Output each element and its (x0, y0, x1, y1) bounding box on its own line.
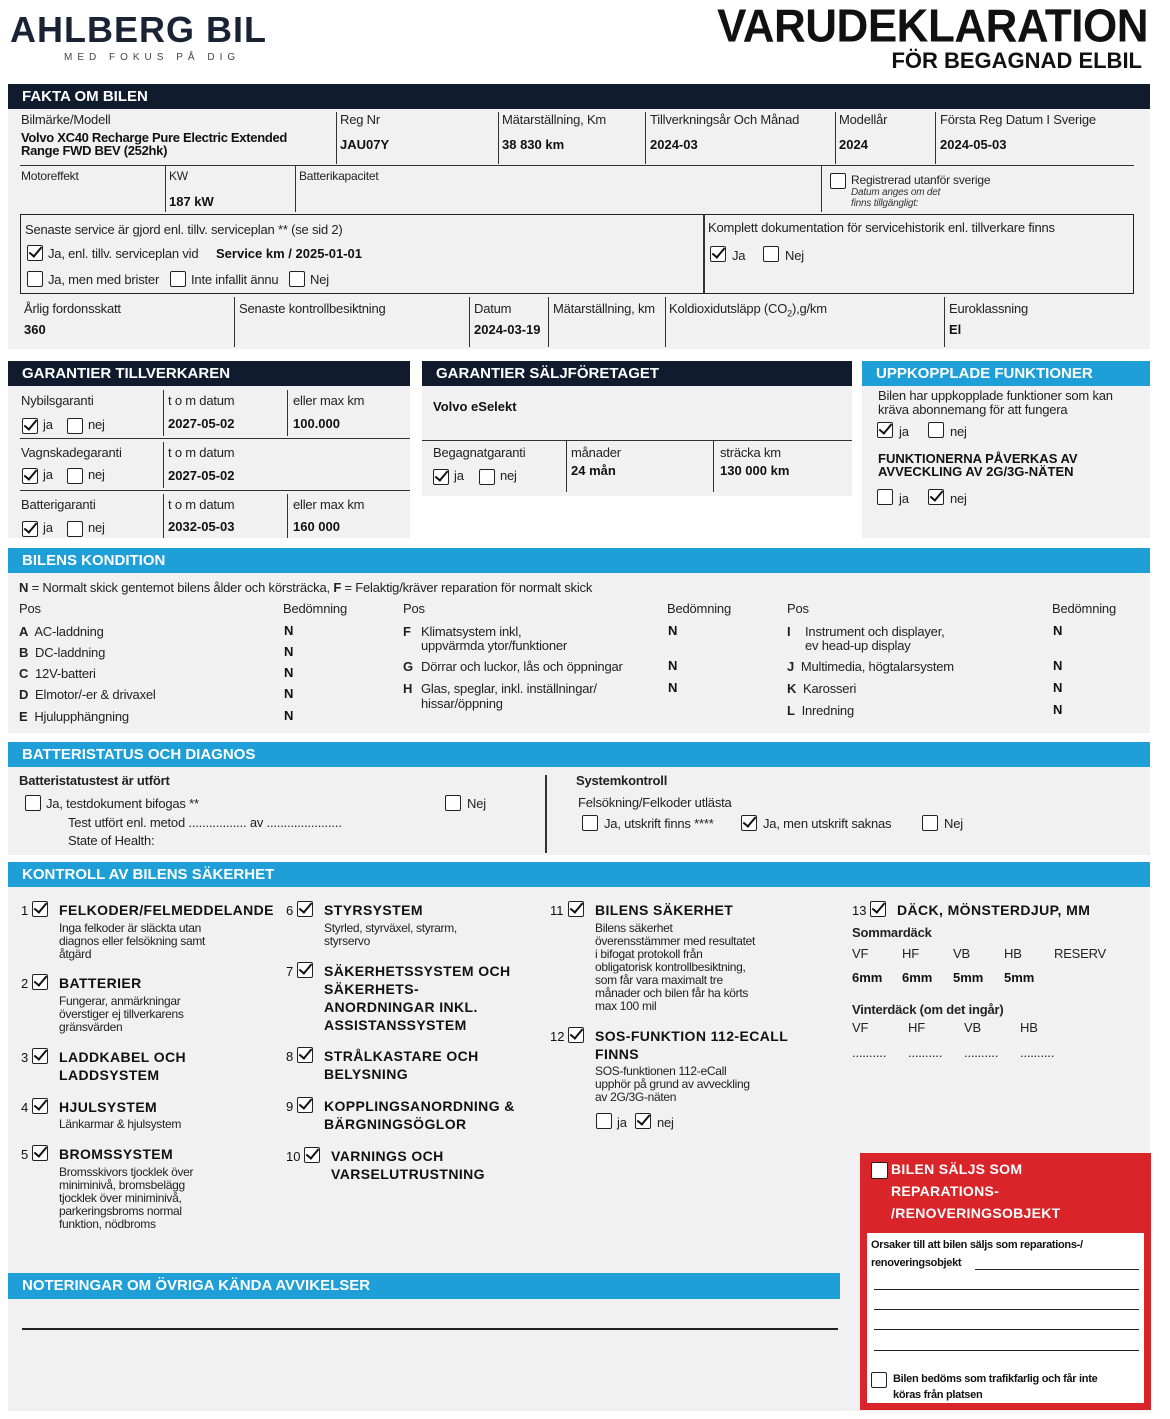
ctl-title-6: STYRSYSTEM (324, 902, 423, 918)
tax-value: 360 (24, 322, 46, 337)
ctl-title-11: BILENS SÄKERHET (595, 902, 734, 918)
cond-key: B (19, 645, 29, 660)
abroad-note-1: Datum anges om det (851, 187, 941, 198)
cond-key: J (787, 659, 795, 674)
summer-val-vb: 5mm (953, 970, 984, 985)
notes-line (22, 1328, 838, 1330)
firstreg-value: 2024-05-03 (940, 137, 1007, 152)
vagnskada-yes-label: ja (43, 467, 53, 482)
begagnat-label: Begagnatgaranti (433, 445, 526, 460)
vagnskada-label: Vagnskadegaranti (21, 445, 122, 460)
cond-val-j: N (1053, 658, 1063, 673)
reg-label: Reg Nr (340, 112, 380, 127)
test-no-checkbox[interactable] (445, 795, 461, 811)
service-no-checkbox[interactable] (289, 271, 305, 287)
upp-q1-yes-checkbox[interactable] (877, 422, 893, 438)
winter-col-hf: HF (908, 1020, 925, 1035)
ctl-checkbox-3[interactable] (32, 1048, 48, 1064)
ctl-desc-6b: styrservo (324, 934, 370, 948)
brand-logo-graphic (10, 10, 330, 50)
cond-key: H (403, 681, 413, 696)
repair-reason-1: Orsaker till att bilen säljs som reparations-/ (871, 1239, 1083, 1251)
upp-q2-no-checkbox[interactable] (928, 489, 944, 505)
cond-item-h (403, 681, 412, 696)
ctl-desc-12a: SOS-funktionen 112-eCall (595, 1064, 727, 1078)
euro-label: Euroklassning (949, 301, 1029, 316)
ctl-desc-2a: Fungerar, anmärkningar (59, 994, 181, 1008)
service-opt1: Ja, enl. tillv. serviceplan vid (48, 246, 199, 261)
ctl-title-3: LADDKABEL OCH (59, 1049, 187, 1065)
euro-value: El (949, 322, 962, 337)
cond-val-a: N (284, 623, 294, 638)
winter-label: Vinterdäck (om det ingår) (852, 1002, 1004, 1017)
ctl-desc-11c: i bifogat protokoll från (595, 947, 703, 961)
batteri-no-label: nej (88, 520, 105, 535)
cond-item-d (19, 687, 156, 702)
reg-value: JAU07Y (340, 137, 390, 152)
cond-text: Hjulupphängning (34, 709, 129, 724)
cond-text: DC-laddning (35, 645, 106, 660)
cond-item-j (787, 659, 954, 674)
brand-logo (10, 10, 330, 50)
vagnskada-yes-checkbox[interactable] (22, 468, 38, 484)
ctl-checkbox-1[interactable] (32, 901, 48, 917)
summer-val-hf: 6mm (902, 970, 933, 985)
abroad-note-2: finns tillgängligt: (851, 198, 919, 209)
batteri-km: 160 000 (293, 519, 340, 534)
test-yes-label: Ja, testdokument bifogas ** (46, 796, 199, 811)
ctl-title-7c: ANORDNINGAR INKL. (324, 999, 478, 1015)
kw-label: KW (169, 169, 188, 183)
co2-label-sub: 2 (787, 308, 792, 319)
ctl-desc-5b: miniminivå, bromsbelägg (59, 1178, 185, 1192)
cond-text: Inredning (801, 703, 854, 718)
ctl-title-8: STRÅLKASTARE OCH (324, 1048, 479, 1064)
ctl-num-6: 6 (286, 903, 294, 918)
uppkopplade-heading: UPPKOPPLADE FUNKTIONER (862, 361, 1150, 386)
sys-sub: Felsökning/Felkoder utlästa (578, 795, 732, 810)
ctl-checkbox-2[interactable] (32, 974, 48, 990)
service-flaws-checkbox[interactable] (27, 271, 43, 287)
ctl-num-1: 1 (21, 903, 29, 918)
ctl-desc-12c: av 2G/3G-näten (595, 1090, 677, 1104)
cond-item-i (787, 624, 790, 639)
ctl-title-10: VARNINGS OCH (331, 1148, 444, 1164)
ctl-desc-5d: parkeringsbroms normal (59, 1204, 182, 1218)
ctl-checkbox-8[interactable] (297, 1047, 313, 1063)
ctl-checkbox-13[interactable] (870, 901, 886, 917)
ctl-checkbox-9[interactable] (297, 1097, 313, 1113)
ctl-title-1: FELKODER/FELMEDDELANDE (59, 902, 274, 918)
batteri-date-label: t o m datum (168, 497, 235, 512)
ctl-num-5: 5 (21, 1147, 29, 1162)
ctl-title-4: HJULSYSTEM (59, 1099, 158, 1115)
cond-text: Multimedia, högtalarsystem (800, 659, 954, 674)
summer-col-hb: HB (1004, 946, 1022, 961)
legend-n: N (19, 580, 29, 595)
ctl-title-12: SOS-FUNKTION 112-ECALL (595, 1028, 789, 1044)
ctl-checkbox-6[interactable] (297, 901, 313, 917)
summer-label: Sommardäck (852, 925, 932, 940)
ctl-desc-12b: upphör på grund av avveckling (595, 1077, 750, 1091)
cond-text: AC-laddning (34, 624, 104, 639)
cond-key: C (19, 666, 29, 681)
co2-label-a: Koldioxidutsläpp (CO (669, 301, 788, 316)
abroad-label: Registrerad utanför sverige (851, 173, 991, 187)
upp-q2-yes-label: ja (899, 491, 909, 506)
abroad-checkbox[interactable] (830, 173, 846, 189)
begagnat-no-checkbox[interactable] (479, 469, 495, 485)
test-label: Batteristatustest är utfört (19, 773, 170, 788)
cond-text-f2: uppvärmda ytor/funktioner (421, 638, 568, 653)
upp-q1-no-label: nej (950, 424, 967, 439)
upp-q2: FUNKTIONERNA PÅVERKAS AV AVVECKLING AV 2G/3G-NÄTEN (878, 451, 1078, 479)
modelyear-value: 2024 (839, 137, 868, 152)
ctl-desc-1a: Inga felkoder är släckta utan (59, 921, 202, 935)
ctl-title-7: SÄKERHETSSYSTEM OCH (324, 963, 511, 979)
model-label: Bilmärke/Modell (21, 112, 111, 127)
ctl-title-5: BROMSSYSTEM (59, 1146, 174, 1162)
cond-item-b (19, 645, 105, 660)
nybil-no-label: nej (88, 417, 105, 432)
brand-name: AHLBERG BIL (10, 10, 267, 50)
ctl-title-13: DÄCK, MÖNSTERDJUP, MM (897, 902, 1091, 918)
inspection-label: Senaste kontrollbesiktning (239, 301, 386, 316)
garanti-salj-heading: GARANTIER SÄLJFÖRETAGET (422, 361, 852, 386)
upp-q1-yes-label: ja (899, 424, 909, 439)
kondition-heading: BILENS KONDITION (8, 548, 1150, 573)
begagnat-yes-label: ja (454, 468, 464, 483)
cond-val-l: N (1053, 702, 1063, 717)
ecall-yes-label: ja (617, 1115, 627, 1130)
state-of-health: State of Health: (68, 833, 155, 848)
ctl-title-7b: SÄKERHETS- (324, 981, 420, 997)
manu-value: 2024-03 (650, 137, 698, 152)
doc-label: Komplett dokumentation för servicehistorik enl. tillverkare finns (708, 220, 1055, 235)
winter-val-hf: .......... (908, 1045, 943, 1060)
mileage-label: Mätarställning, Km (502, 112, 607, 127)
notes-heading: NOTERINGAR OM ÖVRIGA KÄNDA AVVIKELSER (8, 1273, 840, 1299)
rating-header-3: Bedömning (1052, 601, 1116, 616)
ctl-desc-4a: Länkarmar & hjulsystem (59, 1117, 182, 1131)
sakerhet-heading: KONTROLL AV BILENS SÄKERHET (8, 862, 1150, 887)
rating-header-2: Bedömning (667, 601, 731, 616)
nybil-no-checkbox[interactable] (67, 418, 83, 434)
sys-opt1-checkbox[interactable] (582, 815, 598, 831)
ctl-num-8: 8 (286, 1049, 294, 1064)
doc-yes-checkbox[interactable] (710, 246, 726, 262)
test-no-label: Nej (467, 796, 486, 811)
ctl-desc-5a: Bromsskivors tjocklek över (59, 1165, 194, 1179)
summer-col-reserv: RESERV (1054, 946, 1107, 961)
ctl-checkbox-11[interactable] (568, 901, 584, 917)
cond-text-i2: ev head-up display (805, 638, 911, 653)
cond-key: E (19, 709, 28, 724)
cond-key: A (19, 624, 29, 639)
winter-val-vf: .......... (852, 1045, 887, 1060)
begagnat-no-label: nej (500, 468, 517, 483)
ctl-title-9b: BÄRGNINGSÖGLOR (324, 1116, 467, 1132)
ctl-num-10: 10 (286, 1149, 301, 1164)
sys-opt1-label: Ja, utskrift finns **** (604, 816, 714, 831)
cond-key: G (403, 659, 413, 674)
ctl-desc-2c: gränsvärden (59, 1020, 123, 1034)
cond-val-k: N (1053, 680, 1063, 695)
cond-text-h: Glas, speglar, inkl. inställningar/ (421, 681, 597, 696)
summer-col-vf: VF (852, 946, 869, 961)
motor-label: Motoreffekt (21, 169, 79, 183)
rating-header-1: Bedömning (283, 601, 347, 616)
batteri-yes-label: ja (43, 520, 53, 535)
upp-q1: Bilen har uppkopplade funktioner som kan kräva abonnemang för att fungera (878, 388, 1113, 417)
vagnskada-date-label: t o m datum (168, 445, 235, 460)
cond-text-g: Dörrar och luckor, lås och öppningar (421, 659, 623, 674)
ctl-num-13: 13 (852, 903, 867, 918)
modelyear-label: Modellår (839, 112, 888, 127)
ctl-title-3b: LADDSYSTEM (59, 1067, 160, 1083)
kondition-legend (19, 580, 592, 595)
cond-val-h: N (668, 680, 678, 695)
service-opt3: Inte infallit ännu (191, 272, 279, 287)
summer-val-vf: 6mm (852, 970, 883, 985)
months-value: 24 mån (571, 463, 616, 478)
ctl-desc-5e: funktion, nödbroms (59, 1217, 156, 1231)
batteri-no-checkbox[interactable] (67, 521, 83, 537)
ctl-desc-5c: tjocklek över miniminivå, (59, 1191, 182, 1205)
cond-item-e (19, 709, 129, 724)
cond-val-b: N (284, 644, 294, 659)
batteri-garanti-label: Batterigaranti (21, 497, 96, 512)
service-opt4: Nej (310, 272, 329, 287)
ctl-checkbox-7[interactable] (297, 962, 313, 978)
ctl-num-4: 4 (21, 1100, 29, 1115)
repair-checkbox[interactable] (871, 1162, 888, 1179)
date-value: 2024-03-19 (474, 322, 541, 337)
cond-key: L (787, 703, 795, 718)
repair-title-2: REPARATIONS- (891, 1183, 1000, 1199)
kw-value: 187 kW (169, 194, 214, 209)
ctl-num-12: 12 (550, 1029, 565, 1044)
ctl-num-2: 2 (21, 976, 29, 991)
cond-key: D (19, 687, 29, 702)
cond-text: Elmotor/-er & drivaxel (35, 687, 156, 702)
cond-val-f: N (668, 623, 678, 638)
test-method: Test utfört enl. metod ................. av ...................... (68, 815, 342, 830)
pos-header-1: Pos (19, 601, 41, 616)
vagnskada-no-checkbox[interactable] (67, 468, 83, 484)
doc-yes-label: Ja (732, 248, 746, 263)
salj-km-value: 130 000 km (720, 463, 790, 478)
vagnskada-date: 2027-05-02 (168, 468, 235, 483)
winter-col-hb: HB (1020, 1020, 1038, 1035)
repair-title-3: /RENOVERINGSOBJEKT (891, 1205, 1061, 1221)
repair-title-1: BILEN SÄLJS SOM (891, 1161, 1023, 1177)
ctl-title-12b: FINNS (595, 1046, 639, 1062)
summer-col-vb: VB (953, 946, 970, 961)
ctl-title-10b: VARSELUTRUSTNING (331, 1166, 485, 1182)
doc-no-label: Nej (785, 248, 804, 263)
pos-header-3: Pos (787, 601, 809, 616)
firstreg-label: Första Reg Datum I Sverige (940, 112, 1096, 127)
ctl-desc-11a: Bilens säkerhet (595, 921, 673, 935)
service-notyet-checkbox[interactable] (170, 271, 186, 287)
nybil-date: 2027-05-02 (168, 416, 235, 431)
kondition-panel (8, 573, 1150, 733)
ctl-checkbox-4[interactable] (32, 1098, 48, 1114)
garanti-tillv-panel (8, 386, 410, 538)
cond-key: I (787, 624, 791, 639)
vagnskada-no-label: nej (88, 467, 105, 482)
upp-q1-no-checkbox[interactable] (928, 422, 944, 438)
batteri-heading: BATTERISTATUS OCH DIAGNOS (8, 742, 1150, 767)
cond-key: F (403, 624, 411, 639)
ctl-title-8b: BELYSNING (324, 1066, 408, 1082)
ctl-num-7: 7 (286, 964, 294, 979)
ctl-desc-6a: Styrled, styrväxel, styrarm, (324, 921, 457, 935)
ctl-title-2: BATTERIER (59, 975, 142, 991)
date-label: Datum (474, 301, 512, 316)
ctl-num-9: 9 (286, 1099, 294, 1114)
salj-km-label: sträcka km (720, 445, 781, 460)
begagnat-yes-checkbox[interactable] (433, 469, 449, 485)
nybil-label: Nybilsgaranti (21, 393, 94, 408)
cond-text: Karosseri (803, 681, 857, 696)
winter-col-vf: VF (852, 1020, 869, 1035)
cond-text: 12V-batteri (35, 666, 96, 681)
sys-label: Systemkontroll (576, 773, 668, 788)
cond-key: K (787, 681, 797, 696)
legend-n-text: = Normalt skick gentemot bilens ålder och körsträcka, (28, 580, 334, 595)
mileage-value: 38 830 km (502, 137, 565, 152)
service-yes-checkbox[interactable] (27, 245, 43, 261)
winter-val-hb: .......... (1020, 1045, 1055, 1060)
manu-label: Tillverkningsår Och Månad (650, 112, 800, 127)
ctl-desc-11d: obligatorisk kontrollbesiktning, (595, 960, 746, 974)
cond-item-a (19, 624, 104, 639)
doc-no-checkbox[interactable] (763, 246, 779, 262)
cond-text-f: Klimatsystem inkl, (421, 624, 522, 639)
brand-tagline: MED FOKUS PÅ DIG (64, 52, 241, 63)
service-opt2: Ja, men med brister (48, 272, 160, 287)
batteri-km-label: eller max km (293, 497, 365, 512)
nybil-yes-label: ja (43, 417, 53, 432)
ctl-checkbox-5[interactable] (32, 1145, 48, 1161)
ecall-no-checkbox[interactable] (635, 1113, 651, 1129)
page-title: VARUDEKLARATION (717, 0, 1148, 53)
service-value: Service km / 2025-01-01 (216, 246, 362, 261)
ctl-num-11: 11 (550, 903, 564, 918)
ecall-yes-checkbox[interactable] (596, 1113, 612, 1129)
co2-label (669, 301, 827, 319)
upp-q2-no-label: nej (950, 491, 967, 506)
cond-val-c: N (284, 665, 294, 680)
cond-item-g (403, 659, 413, 674)
cond-item-l (787, 703, 854, 718)
summer-val-hb: 5mm (1004, 970, 1035, 985)
cond-val-d: N (284, 686, 294, 701)
repair-reason-2: renoveringsobjekt (871, 1257, 962, 1269)
ctl-checkbox-12[interactable] (568, 1027, 584, 1043)
battery-label: Batterikapacitet (299, 169, 379, 183)
ctl-desc-2b: överstiger ej tillverkarens (59, 1007, 184, 1021)
summer-col-hf: HF (902, 946, 919, 961)
sys-opt2-label: Ja, men utskrift saknas (763, 816, 892, 831)
page-subtitle: FÖR BEGAGNAD ELBIL (891, 48, 1142, 73)
months-label: månader (571, 445, 621, 460)
danger-text-2: köras från platsen (893, 1389, 983, 1401)
nybil-yes-checkbox[interactable] (22, 418, 38, 434)
winter-val-vb: .......... (964, 1045, 999, 1060)
danger-text-1: Bilen bedöms som trafikfarlig och får inte (893, 1373, 1098, 1385)
garanti-tillv-heading: GARANTIER TILLVERKAREN (8, 361, 410, 386)
sys-opt3-label: Nej (944, 816, 963, 831)
ctl-desc-1c: åtgärd (59, 947, 92, 961)
cond-item-c (19, 666, 96, 681)
cond-val-g: N (668, 658, 678, 673)
ctl-desc-11b: överensstämmer med resultatet (595, 934, 756, 948)
legend-f: F (333, 580, 342, 595)
ctl-title-9: KOPPLINGSANORDNING & (324, 1098, 515, 1114)
ctl-checkbox-10[interactable] (304, 1147, 320, 1163)
model-value: Volvo XC40 Recharge Pure Electric Extended Range FWD BEV (252hk) (21, 130, 288, 158)
upp-q2-yes-checkbox[interactable] (877, 489, 893, 505)
ecall-no-label: nej (657, 1115, 674, 1130)
danger-checkbox[interactable] (871, 1372, 887, 1388)
ctl-desc-11f: månader och bilen får ha körts (595, 986, 749, 1000)
cond-item-k (787, 681, 856, 696)
ctl-desc-11g: max 100 mil (595, 999, 657, 1013)
insp-mileage-label: Mätarställning, km (553, 301, 655, 316)
fakta-heading: FAKTA OM BILEN (8, 84, 1150, 109)
winter-col-vb: VB (964, 1020, 981, 1035)
nybil-date-label: t o m datum (168, 393, 235, 408)
cond-text-i: Instrument och displayer, (805, 624, 945, 639)
cond-val-e: N (284, 708, 294, 723)
pos-header-2: Pos (403, 601, 425, 616)
test-yes-checkbox[interactable] (25, 795, 41, 811)
cond-text-h2: hissar/öppning (421, 696, 503, 711)
ctl-num-3: 3 (21, 1050, 29, 1065)
tax-label: Årlig fordonsskatt (24, 301, 121, 316)
ctl-title-7d: ASSISTANSSYSTEM (324, 1017, 467, 1033)
sys-opt3-checkbox[interactable] (922, 815, 938, 831)
legend-f-text: = Felaktig/kräver reparation för normalt skick (341, 580, 593, 595)
nybil-km-label: eller max km (293, 393, 365, 408)
cond-val-i: N (1053, 623, 1063, 638)
ctl-desc-11e: som får vara maximalt tre (595, 973, 723, 987)
sys-opt2-checkbox[interactable] (741, 815, 757, 831)
co2-label-b: ),g/km (791, 301, 827, 316)
batteri-yes-checkbox[interactable] (22, 521, 38, 537)
cond-item-f (403, 624, 411, 639)
salj-name: Volvo eSelekt (433, 399, 517, 414)
nybil-km: 100.000 (293, 416, 340, 431)
service-label: Senaste service är gjord enl. tillv. serviceplan ** (se sid 2) (25, 222, 343, 237)
ctl-desc-1b: diagnos eller felsökning samt (59, 934, 206, 948)
batteri-date: 2032-05-03 (168, 519, 235, 534)
